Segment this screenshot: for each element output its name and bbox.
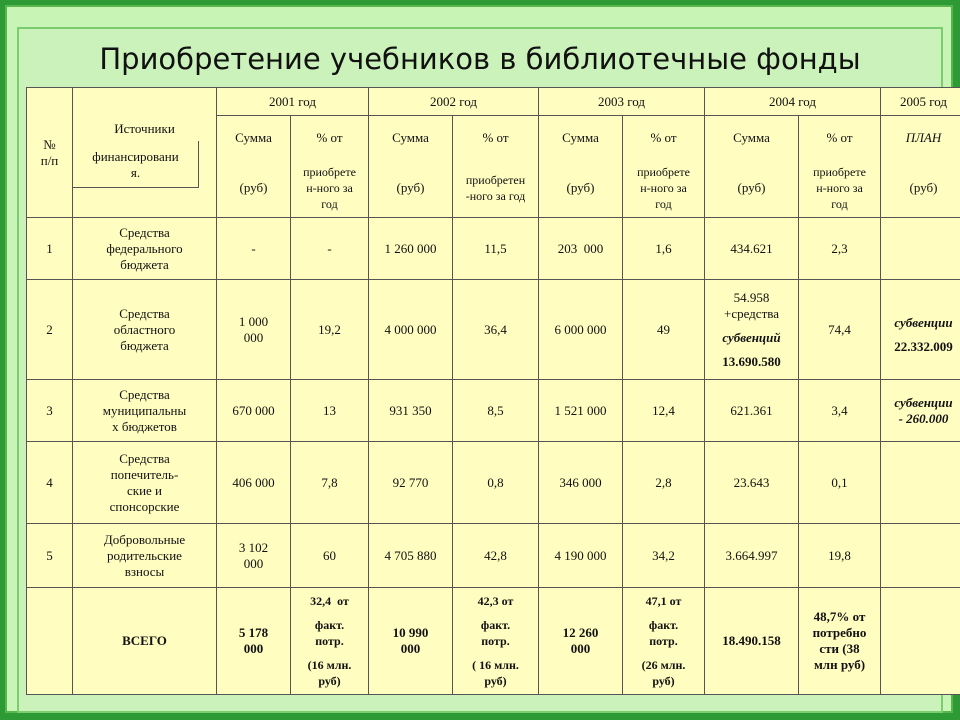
total-pct-line: потр. — [481, 634, 510, 648]
sum-line: +средства — [723, 305, 779, 321]
pct-2003: 2,8 — [623, 442, 705, 524]
spacer — [625, 609, 702, 617]
sum-2001: - — [217, 218, 291, 280]
total-row — [27, 588, 960, 695]
row-source-line: попечитель- — [110, 466, 179, 482]
pct-label-2004: % от — [799, 116, 881, 160]
total-pct-2002 — [453, 588, 539, 695]
total-sum-2001 — [217, 588, 291, 695]
row-source-line: бюджета — [120, 337, 169, 353]
total-sum-2002 — [369, 588, 453, 695]
funding-table — [26, 87, 960, 695]
subvention-label: субвенций — [722, 329, 781, 345]
pct-2004: 3,4 — [799, 380, 881, 442]
total-pct-line: руб) — [318, 674, 341, 688]
spacer — [293, 609, 366, 617]
total-pct-line: сти (38 — [819, 641, 860, 656]
pct-sub-line: н-ного за — [816, 181, 863, 196]
pct-2002: 11,5 — [453, 218, 539, 280]
header-source-note-line: я. — [130, 165, 141, 180]
sum-line: 000 — [243, 555, 264, 571]
total-pct-line: (26 млн. — [641, 658, 686, 672]
row-source-line: Добровольные — [103, 531, 186, 547]
total-pct-2003 — [623, 588, 705, 695]
total-pct-line: факт. — [314, 618, 345, 632]
spacer — [293, 649, 366, 657]
total-pct-line: потр. — [315, 634, 344, 648]
year-2005-header: 2005 год — [881, 88, 960, 116]
total-pct-line: ( 16 млн. — [472, 658, 519, 672]
year-2002-header: 2002 год — [369, 88, 539, 116]
page-title: Приобретение учебников в библиотечные фонды — [99, 42, 861, 76]
total-pct-line: потребно — [812, 625, 867, 640]
sum-2002: 92 770 — [369, 442, 453, 524]
total-pct-line: млн руб) — [813, 657, 866, 672]
total-plan-2005 — [881, 588, 960, 695]
row-source-line: Средства — [119, 305, 170, 321]
pct-sub-line: приобрете — [637, 165, 690, 180]
header-source-note-line: финансировани — [92, 149, 179, 164]
total-pct-line: факт. — [480, 618, 511, 632]
pct-2001: 13 — [291, 380, 369, 442]
pct-label-2002: % от — [453, 116, 539, 160]
header-source-note — [73, 141, 199, 188]
total-pct-2004 — [799, 588, 881, 695]
pct-sub-line: н-ного за — [640, 181, 687, 196]
pct-2004: 19,8 — [799, 524, 881, 588]
sum-line: 3 102 — [238, 539, 269, 555]
spacer — [707, 346, 796, 354]
pct-2003: 49 — [623, 280, 705, 380]
pct-2004: 74,4 — [799, 280, 881, 380]
pct-2002: 42,8 — [453, 524, 539, 588]
plan-2005 — [881, 218, 960, 280]
sum-label-2003: Сумма — [539, 116, 623, 160]
sum-2004 — [705, 280, 799, 380]
sum-2004: 3.664.997 — [705, 524, 799, 588]
sum-2001: 670 000 — [217, 380, 291, 442]
sum-2002: 4 705 880 — [369, 524, 453, 588]
pct-2001: 7,8 — [291, 442, 369, 524]
total-sum-line: 000 — [243, 641, 264, 656]
spacer — [883, 331, 960, 339]
rub-label-2001: (руб) — [217, 160, 291, 218]
table-row — [27, 218, 960, 280]
total-label: ВСЕГО — [73, 588, 217, 695]
total-pct-line: 47,1 от — [645, 594, 682, 608]
sum-2002: 4 000 000 — [369, 280, 453, 380]
sum-2003: 6 000 000 — [539, 280, 623, 380]
total-sum-2004: 18.490.158 — [705, 588, 799, 695]
pct-sub-2004 — [799, 160, 881, 218]
sum-2003: 1 521 000 — [539, 380, 623, 442]
pct-2002: 36,4 — [453, 280, 539, 380]
pct-label-2003: % от — [623, 116, 705, 160]
sum-2003: 203 000 — [539, 218, 623, 280]
sum-2002: 931 350 — [369, 380, 453, 442]
plan-line: - 260.000 — [898, 410, 949, 426]
rub-label-2005: (руб) — [881, 160, 960, 218]
header-source-cell — [73, 88, 217, 218]
plan-subvention-label: субвенции — [894, 314, 953, 330]
total-sum-line: 10 990 — [392, 625, 429, 640]
sum-2003: 4 190 000 — [539, 524, 623, 588]
pct-label-2001: % от — [291, 116, 369, 160]
row-source-line: муниципальны — [102, 402, 187, 418]
total-pct-line: потр. — [649, 634, 678, 648]
spacer — [455, 649, 536, 657]
pct-2001: 60 — [291, 524, 369, 588]
total-pct-line: 32,4 от — [310, 594, 349, 608]
total-pct-line: факт. — [648, 618, 679, 632]
plan-2005 — [881, 442, 960, 524]
total-sum-line: 000 — [400, 641, 421, 656]
year-2004-header: 2004 год — [705, 88, 881, 116]
row-source-line: родительские — [107, 547, 182, 563]
row-num: 3 — [27, 380, 73, 442]
plan-label-2005: ПЛАН — [881, 116, 960, 160]
pct-sub-line: приобрете — [813, 165, 866, 180]
header-num-line: п/п — [40, 152, 59, 168]
total-pct-line: (16 млн. — [307, 658, 352, 672]
row-source — [73, 442, 217, 524]
year-2003-header: 2003 год — [539, 88, 705, 116]
year-2001-header: 2001 год — [217, 88, 369, 116]
row-source-line: ские и — [126, 482, 163, 498]
plan-line: субвенции — [894, 394, 953, 410]
table-row — [27, 442, 960, 524]
sum-label-2002: Сумма — [369, 116, 453, 160]
row-source-line: Средства — [119, 450, 170, 466]
table-row — [27, 524, 960, 588]
table-row — [27, 380, 960, 442]
row-source-line: бюджета — [120, 256, 169, 272]
pct-2004: 0,1 — [799, 442, 881, 524]
sum-2002: 1 260 000 — [369, 218, 453, 280]
sum-line: 000 — [243, 329, 264, 345]
sum-2004: 434.621 — [705, 218, 799, 280]
pct-2003: 12,4 — [623, 380, 705, 442]
pct-sub-line: -ного за год — [465, 189, 526, 204]
sum-line: 54.958 — [733, 289, 770, 305]
row-source-line: Средства — [119, 386, 170, 402]
total-num — [27, 588, 73, 695]
pct-2004: 2,3 — [799, 218, 881, 280]
row-source — [73, 280, 217, 380]
plan-subvention-value: 22.332.009 — [894, 338, 953, 354]
total-pct-line: 42,3 от — [477, 594, 514, 608]
row-source-line: Средства — [119, 224, 170, 240]
pct-sub-2003 — [623, 160, 705, 218]
pct-2001: - — [291, 218, 369, 280]
sum-2004: 621.361 — [705, 380, 799, 442]
sum-line: 1 000 — [238, 313, 269, 329]
pct-2002: 8,5 — [453, 380, 539, 442]
pct-sub-line: год — [321, 197, 338, 212]
spacer — [707, 322, 796, 330]
spacer — [883, 305, 960, 315]
row-num: 4 — [27, 442, 73, 524]
pct-2001: 19,2 — [291, 280, 369, 380]
total-sum-line: 5 178 — [238, 625, 269, 640]
row-source-line: спонсорские — [109, 498, 180, 514]
pct-2002: 0,8 — [453, 442, 539, 524]
pct-sub-2002 — [453, 160, 539, 218]
pct-sub-line: год — [655, 197, 672, 212]
pct-sub-line: н-ного за — [306, 181, 353, 196]
sum-2001: 406 000 — [217, 442, 291, 524]
rub-label-2004: (руб) — [705, 160, 799, 218]
pct-sub-line: приобрете — [303, 165, 356, 180]
sum-label-2004: Сумма — [705, 116, 799, 160]
spacer — [455, 609, 536, 617]
sum-2004: 23.643 — [705, 442, 799, 524]
plan-2005 — [881, 380, 960, 442]
total-pct-line: руб) — [652, 674, 675, 688]
sum-2001 — [217, 280, 291, 380]
header-num-line: № — [43, 136, 56, 152]
row-source-line: х бюджетов — [112, 418, 177, 434]
rub-label-2002: (руб) — [369, 160, 453, 218]
sum-2003: 346 000 — [539, 442, 623, 524]
row-source-line: федерального — [106, 240, 183, 256]
row-num: 2 — [27, 280, 73, 380]
row-source — [73, 524, 217, 588]
pct-sub-2001 — [291, 160, 369, 218]
plan-2005 — [881, 524, 960, 588]
total-sum-2003 — [539, 588, 623, 695]
sum-2001 — [217, 524, 291, 588]
row-source-line: областного — [113, 321, 176, 337]
spacer — [625, 649, 702, 657]
pct-sub-line: год — [831, 197, 848, 212]
pct-sub-line: приобретен — [465, 173, 526, 188]
total-sum-line: 12 260 — [562, 625, 599, 640]
sum-label-2001: Сумма — [217, 116, 291, 160]
header-source-top: Источники — [114, 121, 175, 136]
header-num-cell — [27, 88, 73, 218]
header-row-years — [27, 88, 960, 116]
row-source — [73, 218, 217, 280]
total-pct-2001 — [291, 588, 369, 695]
pct-2003: 1,6 — [623, 218, 705, 280]
row-num: 5 — [27, 524, 73, 588]
row-num: 1 — [27, 218, 73, 280]
pct-2003: 34,2 — [623, 524, 705, 588]
total-sum-line: 000 — [570, 641, 591, 656]
row-source — [73, 380, 217, 442]
row-source-line: взносы — [124, 563, 165, 579]
subvention-value: 13.690.580 — [722, 353, 781, 369]
plan-2005 — [881, 280, 960, 380]
table-row — [27, 280, 960, 380]
total-pct-line: 48,7% от — [813, 609, 866, 624]
rub-label-2003: (руб) — [539, 160, 623, 218]
total-pct-line: руб) — [484, 674, 507, 688]
